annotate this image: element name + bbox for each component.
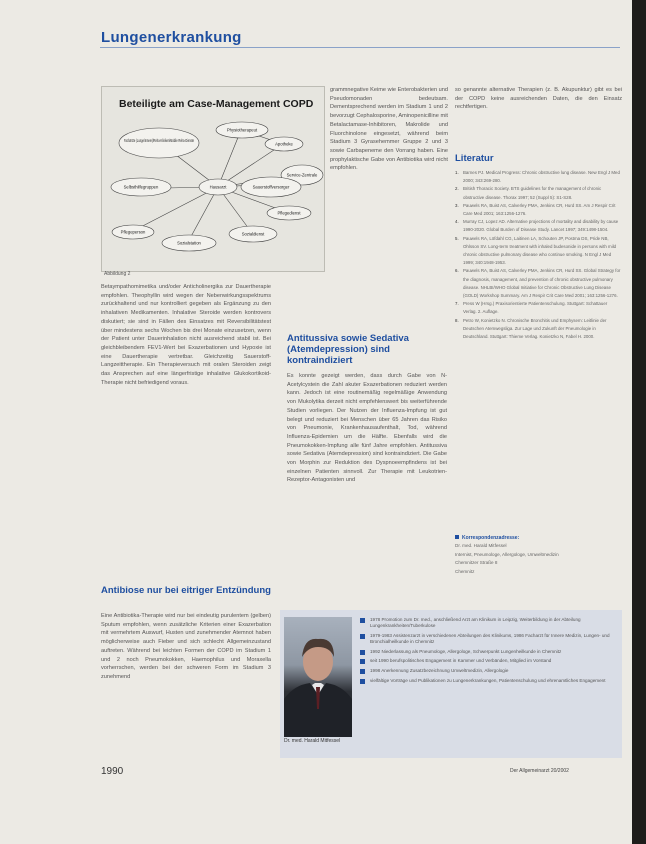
label-selbsthilfe: Selbsthilfegruppen (123, 184, 159, 190)
author-photo (284, 617, 352, 737)
correspondence-label: Korrespondenzadresse: (462, 535, 520, 541)
bullet-square (455, 535, 459, 539)
reference-item (455, 185, 622, 201)
col1-antibiose-text (101, 612, 271, 762)
section-title: Lungenerkrankung (101, 29, 242, 46)
bio-item (360, 668, 622, 674)
reference-text: Pauwels RA, Buist AS, Calverley PMA, Jenkins CR, Hurd SS. Global Strategy for the diagnosis, management, and prevention of chronic obstructive pulmonary disease. NHLBI/WHO Global Initiative for Chronic Obstructive Lung Disease (GOLD) Workshop Summary. Am J Respir Crit Care Med 2001; 163:1256-1276. (463, 268, 621, 299)
bio-item (360, 649, 622, 655)
label-facharzt: Fachärzte (Lunge/Innere)/Reha-Kliniken/Mobile Reha-Dienste (124, 138, 195, 143)
bullet-square (360, 669, 365, 674)
bio-item-text: vielfältige Vorträge und Publikationen zu Lungenerkrankungen, Patientenschulung und ehrenamtliches Engagement (370, 677, 606, 683)
case-management-diagram (101, 86, 325, 272)
bullet-square (360, 679, 365, 684)
bio-item-text: seit 1990 berufspolitisches Engagement in Kammer und Verbänden, Mitglied im Vorstand (370, 658, 552, 664)
reference-item (455, 267, 622, 300)
reference-item (455, 300, 622, 316)
col2-top-text (330, 86, 448, 298)
correspondence-line: Chemnitz (455, 568, 475, 574)
label-physio: Physiotherapeut (226, 127, 258, 133)
reference-number: 6. (455, 268, 459, 274)
figure-caption: Abbildung 2 (104, 271, 131, 277)
heading-literatur: Literatur (455, 153, 494, 164)
col1-text (101, 283, 271, 573)
reference-text: Press W (Hrsg.) Praxisorientierte Patientenschulung. Stuttgart: Schattauer Verlag. 2. Auflage. (463, 301, 608, 315)
label-versorger: Sauerstoffversorger (252, 184, 290, 190)
reference-number: 7. (455, 301, 459, 307)
reference-number: 4. (455, 219, 459, 225)
reference-item (455, 317, 622, 342)
col1-paragraph: Betaympathomimetika und/oder Anticholinergika zur Dauertherapie empfohlen. Theophyllin wird wegen der Nebenwirkungsspektrums zurückhaltend und nur kontrolliert gegeben als Ergänzung zu den inhalativen Medikamenten. Inhalative Steroide werden kontrovers diskutiert; sie sind in Fällen des Einsatzes mit Reversibilitätstest über mindestens sechs Wochen bis drei Monate einzusetzen, wenn der Patient unter Dauerinhalation nicht ausreichend stabil ist. Bei gleichbleibendem FEV1-Wert bei Exazerbationen und Hypoxie ist eine Dauertherapie vertretbar. Gleichzeitig Sauerstoff-Langzeittherapie. Ein Therapieversuch mit oralen Steroiden zeigt das Ansprechen auf eine längerfristige inhalative Glukokortikoid-Therapie nicht befriedigend voraus. (101, 284, 271, 386)
bio-item-text: 1978 Promotion zum Dr. med., anschließend Arzt am Klinikum in Leipzig, Weiterbildung in der Abteilung Lungenkrankheiten/Tuberkulose (370, 617, 581, 629)
col3-top-paragraph: so genannte alternative Therapien (z. B. Akupunktur) gibt es bei der COPD keine ausreichenden Daten, die den Einsatz rechtfertigen. (455, 87, 622, 111)
antibiose-paragraph: Eine Antibiotika-Therapie wird nur bei eindeutig purulentem (gelben) Sputum empfohlen, wenn zusätzliche Kriterien einer Exazerbation mit vermehrtem Auswurf, Husten und zunehmender Atemnot haben möglicherweise auch Fieber und sich schlecht Allgemeinzustand auftreten. Während bei leichten Formen der COPD im Stadium 1 und 2 noch Pneumokokken, Haemophilus und Moraxella vorherrschen, werden bei der schweren Form im Stadium 3 zunehmend (101, 613, 271, 680)
page-number: 1990 (101, 766, 124, 777)
reference-text: Pauwels RA, Buist AS, Calverley PMA, Jenkins CR, Hurd SS. Am J Respir Crit Care Med 2001; 163:1256-1276. (463, 202, 616, 217)
reference-item (455, 169, 622, 185)
reference-item (455, 202, 622, 218)
author-bio-list (360, 617, 622, 687)
heading-antitussiva: Antitussiva sowie Sedativa (Atemdepression) sind kontraindiziert (287, 333, 409, 366)
reference-item (455, 235, 622, 268)
reference-text: Petro W, Konietzko N. Chronische Bronchitis und Emphysem: Leitlinie der Deutschen Atemwegsliga. Zur Lage und Zukunft der Pneumologie in Deutschland. Stuttgart: Thieme Verlag. Konietzko N, Fabel H. 2000. (463, 317, 607, 340)
bio-item (360, 617, 622, 629)
label-pflegeperson: Pflegeperson (120, 229, 146, 235)
label-pflegedienst: Pflegedienst (277, 210, 301, 216)
reference-list (455, 169, 622, 341)
bio-item (360, 633, 622, 645)
section-divider (100, 47, 620, 48)
col3-top-text (455, 86, 622, 140)
reference-item (455, 218, 622, 234)
heading-antibiose: Antibiose nur bei eitriger Entzündung (101, 585, 271, 596)
bullet-square (360, 618, 365, 623)
reference-number: 1. (455, 170, 459, 175)
correspondence-line: Chemnitzer Straße 8 (455, 560, 498, 566)
bullet-square (360, 650, 365, 655)
reference-number: 3. (455, 202, 459, 208)
reference-number: 5. (455, 235, 459, 241)
footer-source: Der Allgemeinarzt 20/2002 (510, 768, 569, 774)
correspondence-line: Internist, Pneumologe, Allergologe, Umweltmedizin (455, 551, 559, 557)
bio-item (360, 658, 622, 664)
bio-item-text: 1992 Niederlassung als Pneumologe, Allergologe, Schwerpunkt Lungenheilkunde in Chemnitz (370, 648, 562, 654)
bio-item-text: 1979-1983 Assistenzarzt in verschiedenen Abteilungen des Klinikums, 1986 Facharzt für Innere Medizin, Lungen- und Bronchialheilkunde in Chemnitz (370, 632, 610, 644)
scan-background-edge (632, 0, 646, 844)
reference-text: Murray CJ, Lopez AD. Alternative projections of mortality and disability by cause 1990-2020. Global Burden of Disease Study. Lancet 1997; 349:1498-1504. (463, 219, 619, 233)
bio-item-text: 1998 Anerkennung Zusatzbezeichnung Umweltmedizin, Allergologie (370, 667, 509, 673)
col2-antitussiva-text (287, 372, 447, 602)
bullet-square (360, 659, 365, 664)
label-sozialstation: Sozialstation (177, 240, 201, 246)
reference-number: 8. (455, 317, 459, 323)
bullet-square (360, 634, 365, 639)
node-facharzt (119, 128, 199, 158)
reference-text: Barnes PJ. Medical Progress: Chronic obstructive lung disease. New Engl J Med 2000; 343:269-280. (463, 170, 620, 184)
reference-text: Pauwels RA, Löfdahl CG, Laitinen LA, Schouten JP, Postma DS, Pride NB, Ohlsson SV. Long-term treatment with inhaled budesonide in persons with mild chronic obstructive pulmonary disease who continue smoking. N Engl J Med 1999; 340:1948-1953. (463, 235, 617, 266)
correspondence (455, 534, 622, 576)
label-service: Service-Zentrale (286, 172, 318, 178)
label-sozialdienst: Sozialdienst (241, 231, 265, 237)
reference-text: British Thoracic Society. BTS guidelines for the management of chronic obstructive disease. Thorax 1997; 52 (Suppl 5): S1-S28. (463, 186, 602, 200)
reference-number: 2. (455, 186, 459, 192)
label-apotheke: Apotheke (275, 141, 293, 147)
figure-title: Beteiligte am Case-Management COPD (119, 98, 314, 110)
bio-item (360, 678, 622, 684)
correspondence-line: Dr. med. Harald Mitfessel (455, 543, 507, 549)
col2-top-paragraph: grammnegative Keime wie Enterobakterien und Pseudomonaden bedeutsam. Dementsprechend werden im Stadium 1 und 2 bevorzugt Cephalosporine, Aminopenicilline mit Betalactamase-Inhibitoren, Makrolide und Fluorchinolone eingesetzt, während beim Stadium 3 Gyrasehemmer Gruppe 2 und 3 sowie Carbapeneme den Vorrang haben. Eine prophylaktische Gabe von Antibiotika wird nicht empfohlen. (330, 87, 448, 172)
author-name-caption: Dr. med. Harald Mitfessel (284, 738, 341, 744)
label-hausarzt: Hausarzt (209, 184, 227, 190)
antitussiva-paragraph: Es konnte gezeigt werden, dass durch Gabe von N-Acetylcystein die Zahl akuter Exazerbationen reduziert werden kann. Jedoch ist eine routinemäßig regelmäßige Anwendung von Mukolytika derzeit nicht empfehlenswert bis weiterführende Studien vorliegen. Der Nutzen der Influenza-Impfung ist gut belegt und reduziert bei Menschen über 65 Jahren das Risiko von Pneumonie, Krankenhausaufenthalt, Tod, während Influenza-Epidemien um die Hälfte. Ebenfalls wird die Pneumokokken-Impfung alle fünf Jahre empfohlen. Antitussiva sowie Sedativa (Atemdepression) sind kontraindiziert. Die Gabe von Morphin zur Reduktion des Dyspnoeempfindens ist bei einzelnen Patienten sinnvoll. Zur Therapie mit Leukotrien-Rezeptor-Antagonisten und (287, 373, 447, 484)
